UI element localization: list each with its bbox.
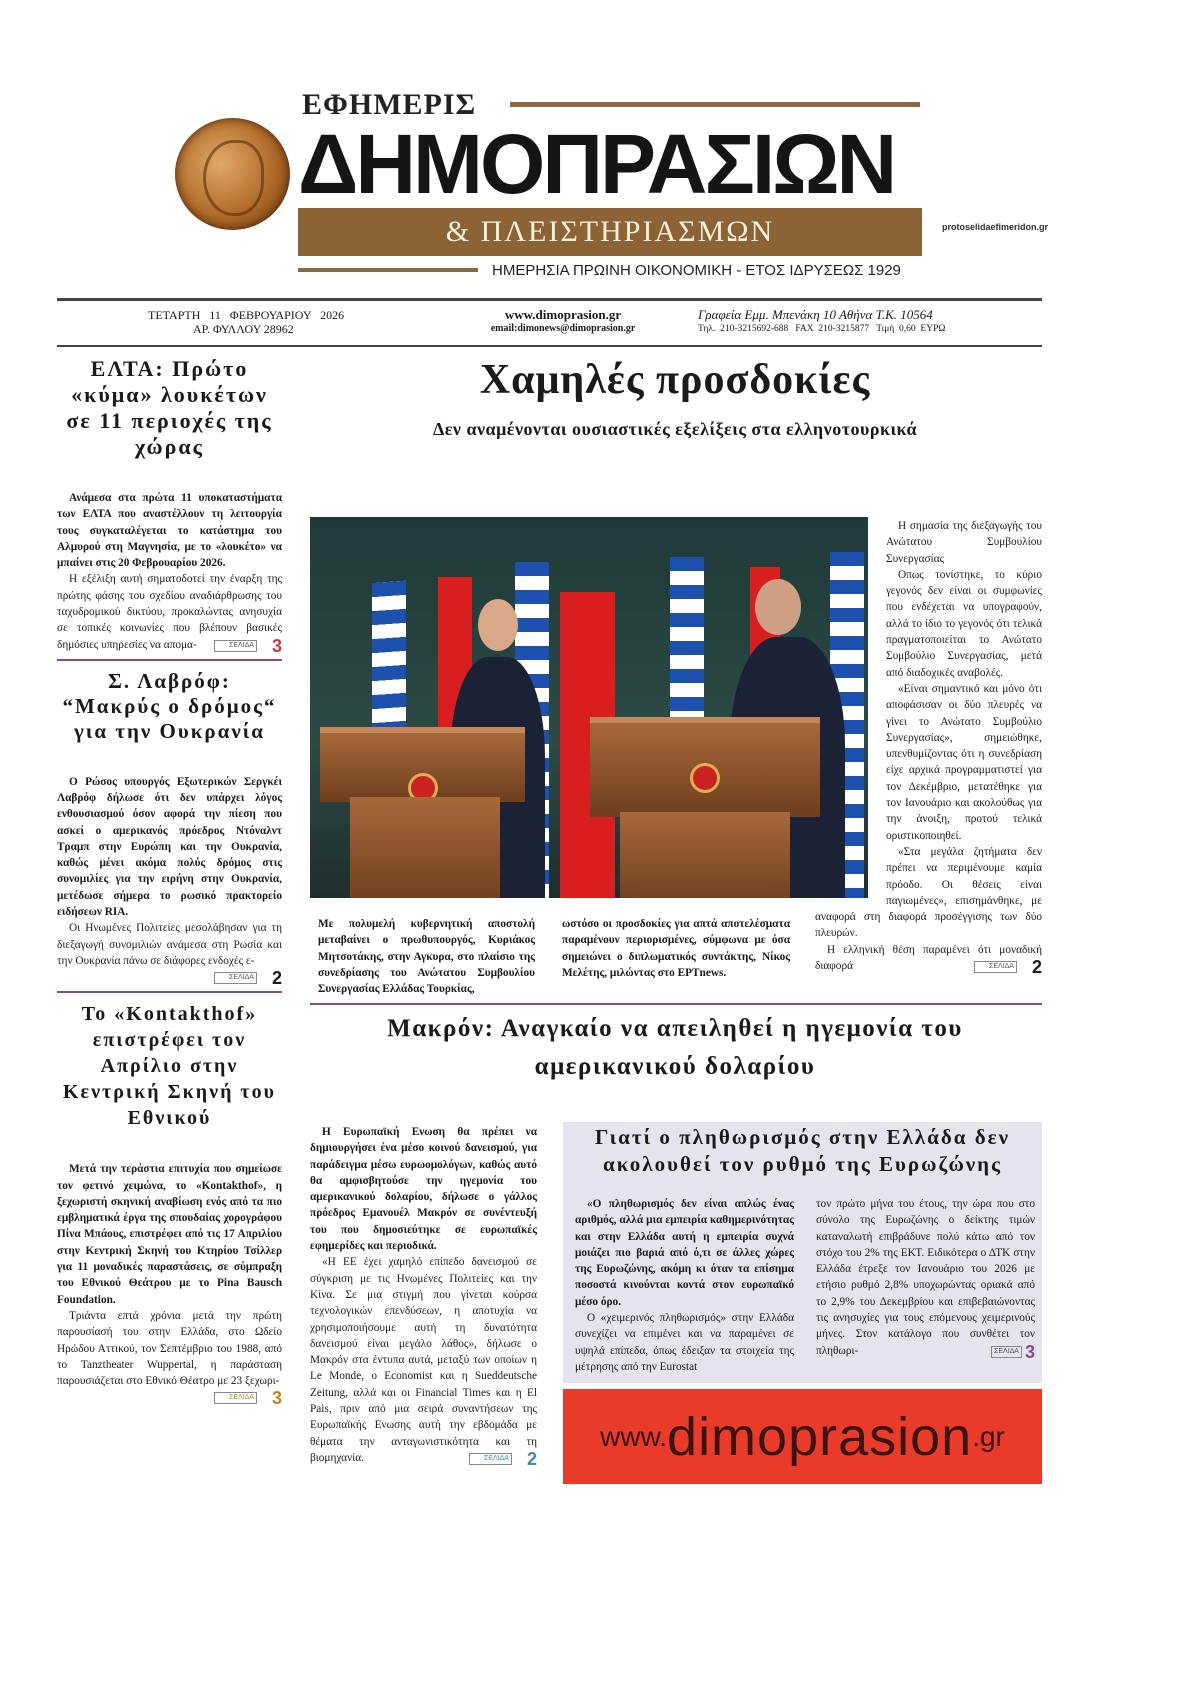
lavrov-headline[interactable]: Σ. Λαβρόφ: “Μακρύς ο δρόμος“ για την Ουκρανία [62,668,277,743]
elta-lead: Ανάμεσα στα πρώτα 11 υποκαταστήματα των ΕΛΤΑ που αναστέλλουν τη λειτουργία τους συγκαταλέγεται το κατάστημα του Αλμυρού στη Μαγνησία, με το «λουκέτο» να μπαίνει στις 20 Φεβρουαρίου 2026. [57,492,282,570]
masthead-top: ΕΦΗΜΕΡΙΣ [302,88,477,121]
lead-headline[interactable]: Χαμηλές προσδοκίες [479,357,871,403]
see-page-link[interactable]: ΣΕΛΙΔΑ 2 [974,958,1042,976]
see-page-link[interactable]: ΣΕΛΙΔΑ 2 [214,969,282,987]
macron-headline[interactable]: Μακρόν: Αναγκαίο να απειληθεί η ηγεμονία του αμερικανικού δολαρίου [387,1015,963,1080]
kontakthof-lead: Μετά την τεράστια επιτυχία που σημείωσε τον φετινό χειμώνα, το «Kontakthof», η ξεχωριστή σκηνική αναβίωση ενός από τα πιο εμβληματικά έργα της σπουδαίας χορογράφου Πίνα Μπάους, επιστρέφει από τις 17 Απριλίου στην Κεντρική Σκηνή του Κτηρίου Τσίλλερ για 11 μοναδικές παραστάσεις, σε σύμπραξη του Εθνικού Θεάτρου με το Pina Bausch Foundation. [57,1163,282,1306]
see-page-link[interactable]: ΣΕΛΙΔΑ 3 [991,1343,1035,1361]
watermark: protoselidaefimeridon.gr [942,222,1049,232]
see-page-link[interactable]: ΣΕΛΙΔΑ 3 [214,1389,282,1407]
contact-price: Τηλ. 210-3215692-688 FAX 210-3215877 Τιμή 0,60 ΕΥΡΩ [698,324,946,334]
photo-caption-1: Με πολυμελή κυβερνητική αποστολή μεταβαίνει ο πρωθυπουργός, Κυριάκος Μητσοτάκης, στην Αγκυρα, στο πλαίσιο της συνεδρίασης του Ανώτατου Συμβουλίου Συνεργασίας Ελλάδας Τουρκίας, [318,918,535,996]
address: Γραφεία Εμμ. Μπενάκη 10 Αθήνα Τ.Κ. 10564 [698,307,933,322]
lavrov-text: Οι Ηνωμένες Πολιτείες μεσολάβησαν για τη διεξαγωγή συνομιλιών ανάμεσα στη Ρωσία και την Ουκρανία πάνω σε διάφορες ενδοχές ε- ΣΕΛΙΔΑ 2 [57,922,282,989]
lead-subtitle: Η σημασία της διεξαγωγής του Ανώτατου Συμβουλίου Συνεργασίας [886,520,1042,565]
dimoprasion-ad-banner[interactable] [563,1389,1042,1484]
divider [510,102,920,107]
paragraph: Ο «χειμερινός πληθωρισμός» στην Ελλάδα συνεχίζει να επιμένει και να παραμένει σε υψηλά επίπεδα, όπως έδειξαν τα στοιχεία της μέτρησης από την Eurostat [575,1312,794,1373]
lavrov-article [57,774,282,988]
macron-lead: Η Ευρωπαϊκή Ενωση θα πρέπει να δημιουργήσει ένα μέσο κοινού δανεισμού, για παράδειγμα μέσω ευρωομολόγων, καθώς αυτό θα αμφισβητούσε την ηγεμονία του αμερικανικού δολαρίου, δήλωσε ο γάλλος πρόεδρος Εμανουέλ Μακρόν σε συνέντευξή του που δημοσιεύτηκε σε ευρωπαϊκές εφημερίδες και περιοδικά. [310,1126,537,1253]
photo-caption-2: ωστόσο οι προσδοκίες για απτά αποτελέσματα παραμένουν περιορισμένες, σύμφωνα με όσα σημειώνει ο διπλωματικός συντάκτης, Νίκος Μελέτης, μιλώντας στο ΕΡΤnews. [562,918,790,979]
lead-photo [310,517,868,898]
macron-text: «Η ΕΕ έχει χαμηλό επίπεδο δανεισμού σε σύγκριση με τις Ηνωμένες Πολιτείες και την Κίνα. Σε μια στιγμή που γίνεται κούρσα τεχνολογικών επενδύσεων, η αποτυχία να χρησιμοποιήσουμε αυτή τη δυνατότητα δανεισμού είναι μεγάλο λάθος», δήλωσε ο Μακρόν στα έντυπα αυτά, μεταξύ των οποίων η Le Monde, ο Economist και η Sueddeutsche Zeitung, αλλά και οι Financial Times και η El Pais, πριν από μια σειρά συναντήσεων της Ευρωπαϊκής Ενωσης αυτή την εβδομάδα με θέματα την ανταγωνιστικότητα και τη βιομηχανία. ΣΕΛΙΔΑ 2 [310,1256,537,1469]
ad-text: www. [600,1420,668,1452]
inflation-box [563,1122,1042,1383]
email-link[interactable]: email:dimonews@dimoprasion.gr [490,323,636,334]
date: ΤΕΤΑΡΤΗ 11 ΦΕΒΡΟΥΑΡΙΟΥ 2026 [148,308,345,322]
kontakthof-headline[interactable]: Το «Kontakthof» επιστρέφει τον Απρίλιο στην Κεντρική Σκηνή του Εθνικού [62,1003,277,1130]
macron-article [310,1124,537,1468]
paragraph: Οπως τονίστηκε, το κύριο γεγονός δεν είναι οι συμφωνίες που ενδέχεται να υπογραφούν, αλλά το ίδιο το γεγονός ότι τελικά πραγματοποιείται το Ανώτατο Συμβούλιο Συνεργασίας, μετά από διαδοχικές αναβολές. [886,568,1042,679]
lead-subheadline: Δεν αναμένονται ουσιαστικές εξελίξεις στα ελληνοτουρκικά [432,419,918,439]
inflation-headline[interactable]: Γιατί ο πληθωρισμός στην Ελλάδα δεν ακολουθεί τον ρυθμό της Ευρωζώνης [595,1125,1010,1176]
ad-text: .gr [972,1420,1005,1452]
see-page-link[interactable]: ΣΕΛΙΔΑ 3 [214,637,282,655]
elta-headline[interactable]: ΕΛΤΑ: Πρώτο «κύμα» λουκέτων σε 11 περιοχές της χώρας [66,356,273,459]
elta-text: Η εξέλιξη αυτή σηματοδοτεί την έναρξη της πρώτης φάσης του σχεδίου αναδιάρθρωσης του ταχυδρομικού δικτύου, προκαλώντας ανησυχία σε τοπικές κοινωνίες που βλέπουν βασικές δημόσιες υπηρεσίες να απομα- ΣΕΛΙΔΑ 3 [57,573,282,656]
divider [57,345,1042,347]
inflation-article-col1 [575,1196,794,1375]
divider [57,659,282,661]
divider [310,1003,1042,1005]
masthead-subtitle: & ΠΛΕΙΣΤΗΡΙΑΣΜΩΝ [298,208,922,256]
divider [57,991,282,993]
ad-text: dimoprasion [667,1406,973,1467]
elta-article [57,490,282,655]
coin-logo [175,118,290,230]
inflation-lead: «Ο πληθωρισμός δεν είναι απλώς ένας αριθμός, αλλά μια εμπειρία καθημερινότητας και στην Ελλάδα αυτή η εμπειρία συχνά μοιάζει πιο βαριά από ό,τι σε άλλες χώρες της Ευρωζώνης, ακόμη κι όταν τα επίσημα ποσοστά κινούνται κοντά στον ευρωπαϊκό μέσο όρο. [575,1198,794,1308]
issue-date [148,308,344,336]
paragraph: «Στα μεγάλα ζητήματα δεν πρέπει να περιμένουμε καμία πρόοδο. Οι θέσεις είναι παγιωμένες», επισημάνθηκε, με αναφορά στη διαφορά προσέγγισης των δύο πλευρών. [815,845,1043,940]
divider [57,298,1042,301]
right-bottom-stack [563,1122,1042,1484]
issue-number: ΑΡ. ΦΥΛΛΟΥ 28962 [193,322,294,336]
kontakthof-article [57,1161,282,1407]
masthead-title: ΔΗΜΟΠΡΑΣΙΩΝ [298,122,895,206]
masthead-tagline: ΗΜΕΡΗΣΙΑ ΠΡΩΙΝΗ ΟΙΚΟΝΟΜΙΚΗ - ΕΤΟΣ ΙΔΡΥΣΕΩΣ 1929 [492,262,901,279]
paragraph: «Είναι σημαντικό και μόνο ότι αποφάσισαν οι δύο πλευρές να γίνει το Ανώτατο Συμβούλιο Συνεργασίας», σημειώθηκε, υπενθυμίζοντας ότι η συνεδρίαση είχε αρχικά προγραμματιστεί για τον Δεκέμβριο, μετατέθηκε για τον Ιανουάριο και ακολούθως για την άνοιξη, προτού τελικά οριστικοποιηθεί. [886,682,1042,842]
paragraph: Η ελληνική θέση παραμένει ότι μοναδική διαφορά ΣΕΛΙΔΑ 2 [815,943,1042,978]
paragraph: τον πρώτο μήνα του έτους, την ώρα που στο σύνολο της Ευρωζώνης ο δείκτης τιμών καταναλωτή επιβράδυνε πολύ κάτω από τον στόχο του 2% της ΕΚΤ. Ειδικότερα ο ΔΤΚ στην Ελλάδα έτρεξε τον Ιανουάριο του 2026 με ετήσιο ρυθμό 2,8% υποχωρώντας οριακά από το 2,9% του Δεκεμβρίου και επιβεβαιώνοντας τις ανησυχίες για τους επόμενους χειμερινούς μήνες. Στον κατάλογο που συνθέτει τον πληθωρι- [816,1198,1035,1357]
inflation-article-col2 [816,1196,1035,1375]
left-column [57,356,282,1407]
divider [298,268,478,272]
website-link[interactable]: www.dimoprasion.gr [504,307,622,322]
lavrov-lead: Ο Ρώσος υπουργός Εξωτερικών Σεργκέι Λαβρόφ δήλωσε ότι δεν υπάρχει λόγος ενθουσιασμού όσον αφορά την πίεση που ασκεί ο αμερικανός πρόεδρος Ντόναλντ Τραμπ στην Ευρώπη και την Ουκρανία, καθώς μένει ακόμα πολύς δρόμος στις συνομιλίες για την ειρήνη στην Ουκρανία, μετέδωσε σήμερα το ρωσικό πρακτορείο ειδήσεων RIA. [57,775,282,919]
lead-article-column [815,518,1042,976]
see-page-link[interactable]: ΣΕΛΙΔΑ 2 [469,1450,537,1468]
kontakthof-text: Τριάντα επτά χρόνια μετά την πρώτη παρουσίασή του στην Ελλάδα, στο Ωδείο Ηρώδου Αττικού, τον Σεπτέμβριο του 1988, από το Tanztheater Wuppertal, η παράσταση παρουσιάζεται στο Εθνικό Θέατρο με 23 ξεχωρι- ΣΕΛΙΔΑ 3 [57,1309,282,1409]
